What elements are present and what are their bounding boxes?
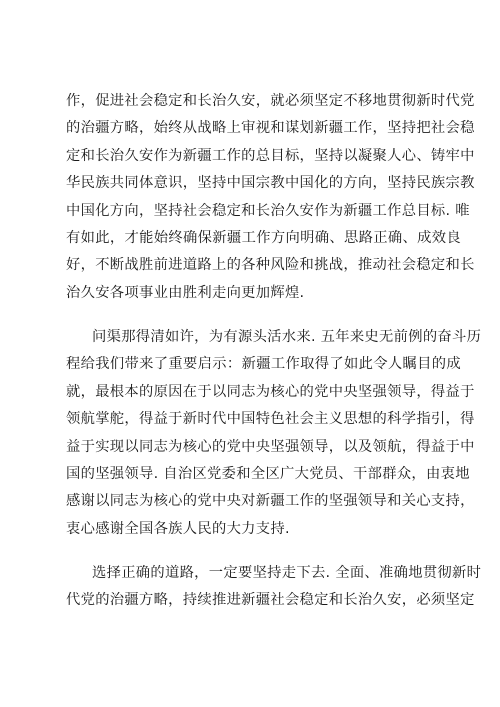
paragraph-2: [66, 324, 482, 543]
text-line: 领航掌舵，得益于新时代中国特色社会主义思想的科学指引，得: [66, 411, 475, 428]
text-line: 好，不断战胜前进道路上的各种风险和挑战，推动社会稳定和长: [66, 257, 475, 274]
text-line: 定和长治久安作为新疆工作的总目标，坚持以凝聚人心、铸牢中: [66, 147, 475, 164]
text-line: 作，促进社会稳定和长治久安，就必须坚定不移地贯彻新时代党: [66, 93, 475, 109]
paragraph-3: [66, 560, 482, 615]
text-line: 问渠那得清如许，为有源头活水来. 五年来史无前例的奋斗历: [92, 329, 482, 345]
text-line: 益于实现以同志为核心的党中央坚强领导，以及领航，得益于中: [66, 438, 475, 455]
text-line: 的治疆方略，始终从战略上审视和谋划新疆工作，坚持把社会稳: [66, 120, 475, 137]
text-line: 国的坚强领导. 自治区党委和全区广大党员、干部群众，由衷地: [66, 465, 470, 482]
text-line: 华民族共同体意识，坚持中国宗教中国化的方向，坚持民族宗教: [66, 175, 475, 192]
text-line: 选择正确的道路，一定要坚持走下去. 全面、准确地贯彻新时: [92, 565, 482, 581]
text-line: 就，最根本的原因在于以同志为核心的党中央坚强领导，得益于: [66, 383, 475, 400]
text-line: 程给我们带来了重要启示：新疆工作取得了如此令人瞩目的成: [66, 356, 461, 373]
text-line: 衷心感谢全国各族人民的大力支持.: [66, 520, 290, 537]
text-line: 有如此，才能始终确保新疆工作方向明确、思路正确、成效良: [66, 229, 461, 246]
paragraph-1: [66, 88, 475, 307]
text-line: 感谢以同志为核心的党中央对新疆工作的坚强领导和关心支持，: [66, 493, 475, 510]
text-line: 代党的治疆方略，持续推进新疆社会稳定和长治久安，必须坚定: [66, 592, 475, 609]
text-line: 治久安各项事业由胜利走向更加辉煌.: [66, 284, 305, 301]
text-line: 中国化方向，坚持社会稳定和长治久安作为新疆工作总目标. 唯: [66, 202, 470, 219]
